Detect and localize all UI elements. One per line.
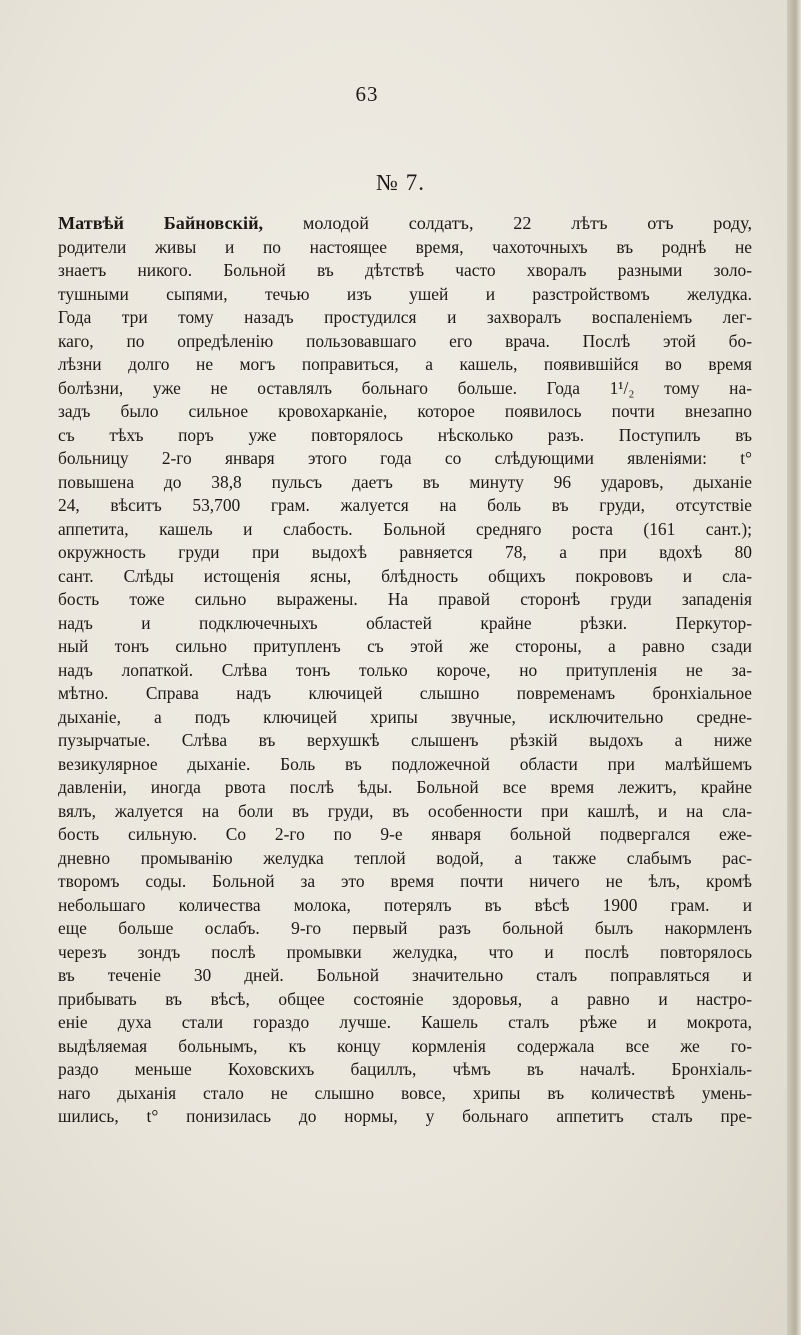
text-line: съ тѣхъ поръ уже повторялось нѣсколько разъ. Поступилъ въ — [58, 424, 752, 445]
text-line: аппетита, кашель и слабость. Больной средняго роста (161 сант.); — [58, 518, 752, 539]
patient-name: Матвѣй Байновскій, — [58, 213, 264, 233]
text-line: раздо меньше Коховскихъ бациллъ, чѣмъ въ началѣ. Бронхіаль- — [58, 1059, 752, 1079]
text-line: лѣзни долго не могъ поправиться, а кашель, появившійся во время — [58, 354, 752, 374]
text-line: больницу 2-го января этого года со слѣдующими явленіями: t° — [58, 448, 752, 468]
text-line-content: молодой солдатъ, 22 лѣтъ отъ роду, — [263, 213, 752, 233]
text-line: въ теченіе 30 дней. Больной значительно сталъ поправляться и — [58, 965, 752, 985]
page-number: 63 — [355, 82, 379, 106]
text-line: повышена до 38,8 пульсъ даетъ въ минуту 96 ударовъ, дыханіе — [58, 471, 752, 492]
case-number-heading: № 7. — [376, 170, 425, 195]
text-line: родители живы и по настоящее время, чахоточныхъ въ роднѣ не — [58, 236, 752, 257]
text-line: небольшаго количества молока, потерялъ въ вѣсѣ 1900 грам. и — [58, 894, 752, 915]
text-line: тушными сыпями, течью изъ ушей и разстройствомъ желудка. — [58, 283, 752, 304]
text-line: сант. Слѣды истощенія ясны, блѣдность общихъ покрововъ и сла- — [58, 565, 752, 586]
text-line — [58, 212, 752, 236]
page-edge — [787, 0, 801, 1335]
text-line: еніе духа стали гораздо лучше. Кашель сталъ рѣже и мокрота, — [58, 1012, 752, 1032]
text-line: черезъ зондъ послѣ промывки желудка, что и послѣ повторялось — [58, 941, 752, 962]
text-line: наго дыханія стало не слышно вовсе, хрипы въ количествѣ умень- — [58, 1082, 752, 1103]
text-line: задъ было сильное кровохарканіе, которое появилось почти внезапно — [58, 401, 752, 421]
text-line: давленіи, иногда рвота послѣ ѣды. Больной все время лежитъ, крайне — [58, 777, 752, 797]
text-line: надъ и подключечныхъ областей крайне рѣзки. Перкутор- — [58, 612, 752, 633]
text-line: вялъ, жалуется на боли въ груди, въ особенности при кашлѣ, и на сла- — [58, 800, 752, 821]
text-line: 24, вѣситъ 53,700 грам. жалуется на боль въ груди, отсутствіе — [58, 495, 752, 515]
text-line: еще больше ослабъ. 9-го первый разъ больной былъ накормленъ — [58, 918, 752, 938]
text-line: творомъ соды. Больной за это время почти ничего не ѣлъ, кромѣ — [58, 871, 752, 891]
text-line: бость тоже сильно выражены. На правой сторонѣ груди западенія — [58, 589, 752, 609]
text-line: прибывать въ вѣсѣ, общее состояніе здоровья, а равно и настро- — [58, 988, 752, 1009]
text-line: болѣзни, уже не оставлялъ больнаго больше. Года 1¹/₂ тому на- — [58, 377, 752, 398]
text-line: дневно промыванію желудка теплой водой, а также слабымъ рас- — [58, 847, 752, 868]
text-line: надъ лопаткой. Слѣва тонъ только короче, но притупленія не за- — [58, 659, 752, 680]
text-line: мѣтно. Справа надъ ключицей слышно повременамъ бронхіальное — [58, 683, 752, 703]
text-line: каго, по опредѣленію пользовавшаго его врача. Послѣ этой бо- — [58, 330, 752, 351]
case-paragraph — [58, 212, 752, 1129]
text-line: выдѣляемая больнымъ, къ концу кормленія содержала все же го- — [58, 1035, 752, 1056]
text-line: везикулярное дыханіе. Боль въ подложечной области при малѣйшемъ — [58, 753, 752, 774]
text-line: шились, t° понизилась до нормы, у больнаго аппетитъ сталъ пре- — [58, 1106, 752, 1126]
text-line: бость сильную. Со 2-го по 9-е января больной подвергался еже- — [58, 824, 752, 844]
text-line: дыханіе, а подъ ключицей хрипы звучные, исключительно средне- — [58, 706, 752, 727]
text-line: знаетъ никого. Больной въ дѣтствѣ часто хворалъ разными золо- — [58, 260, 752, 280]
text-line: Года три тому назадъ простудился и захворалъ воспаленіемъ лег- — [58, 307, 752, 327]
text-line: пузырчатые. Слѣва въ верхушкѣ слышенъ рѣзкій выдохъ а ниже — [58, 730, 752, 750]
text-line: ный тонъ сильно притупленъ съ этой же стороны, а равно сзади — [58, 636, 752, 656]
text-line: окружность груди при выдохѣ равняется 78, а при вдохѣ 80 — [58, 542, 752, 562]
